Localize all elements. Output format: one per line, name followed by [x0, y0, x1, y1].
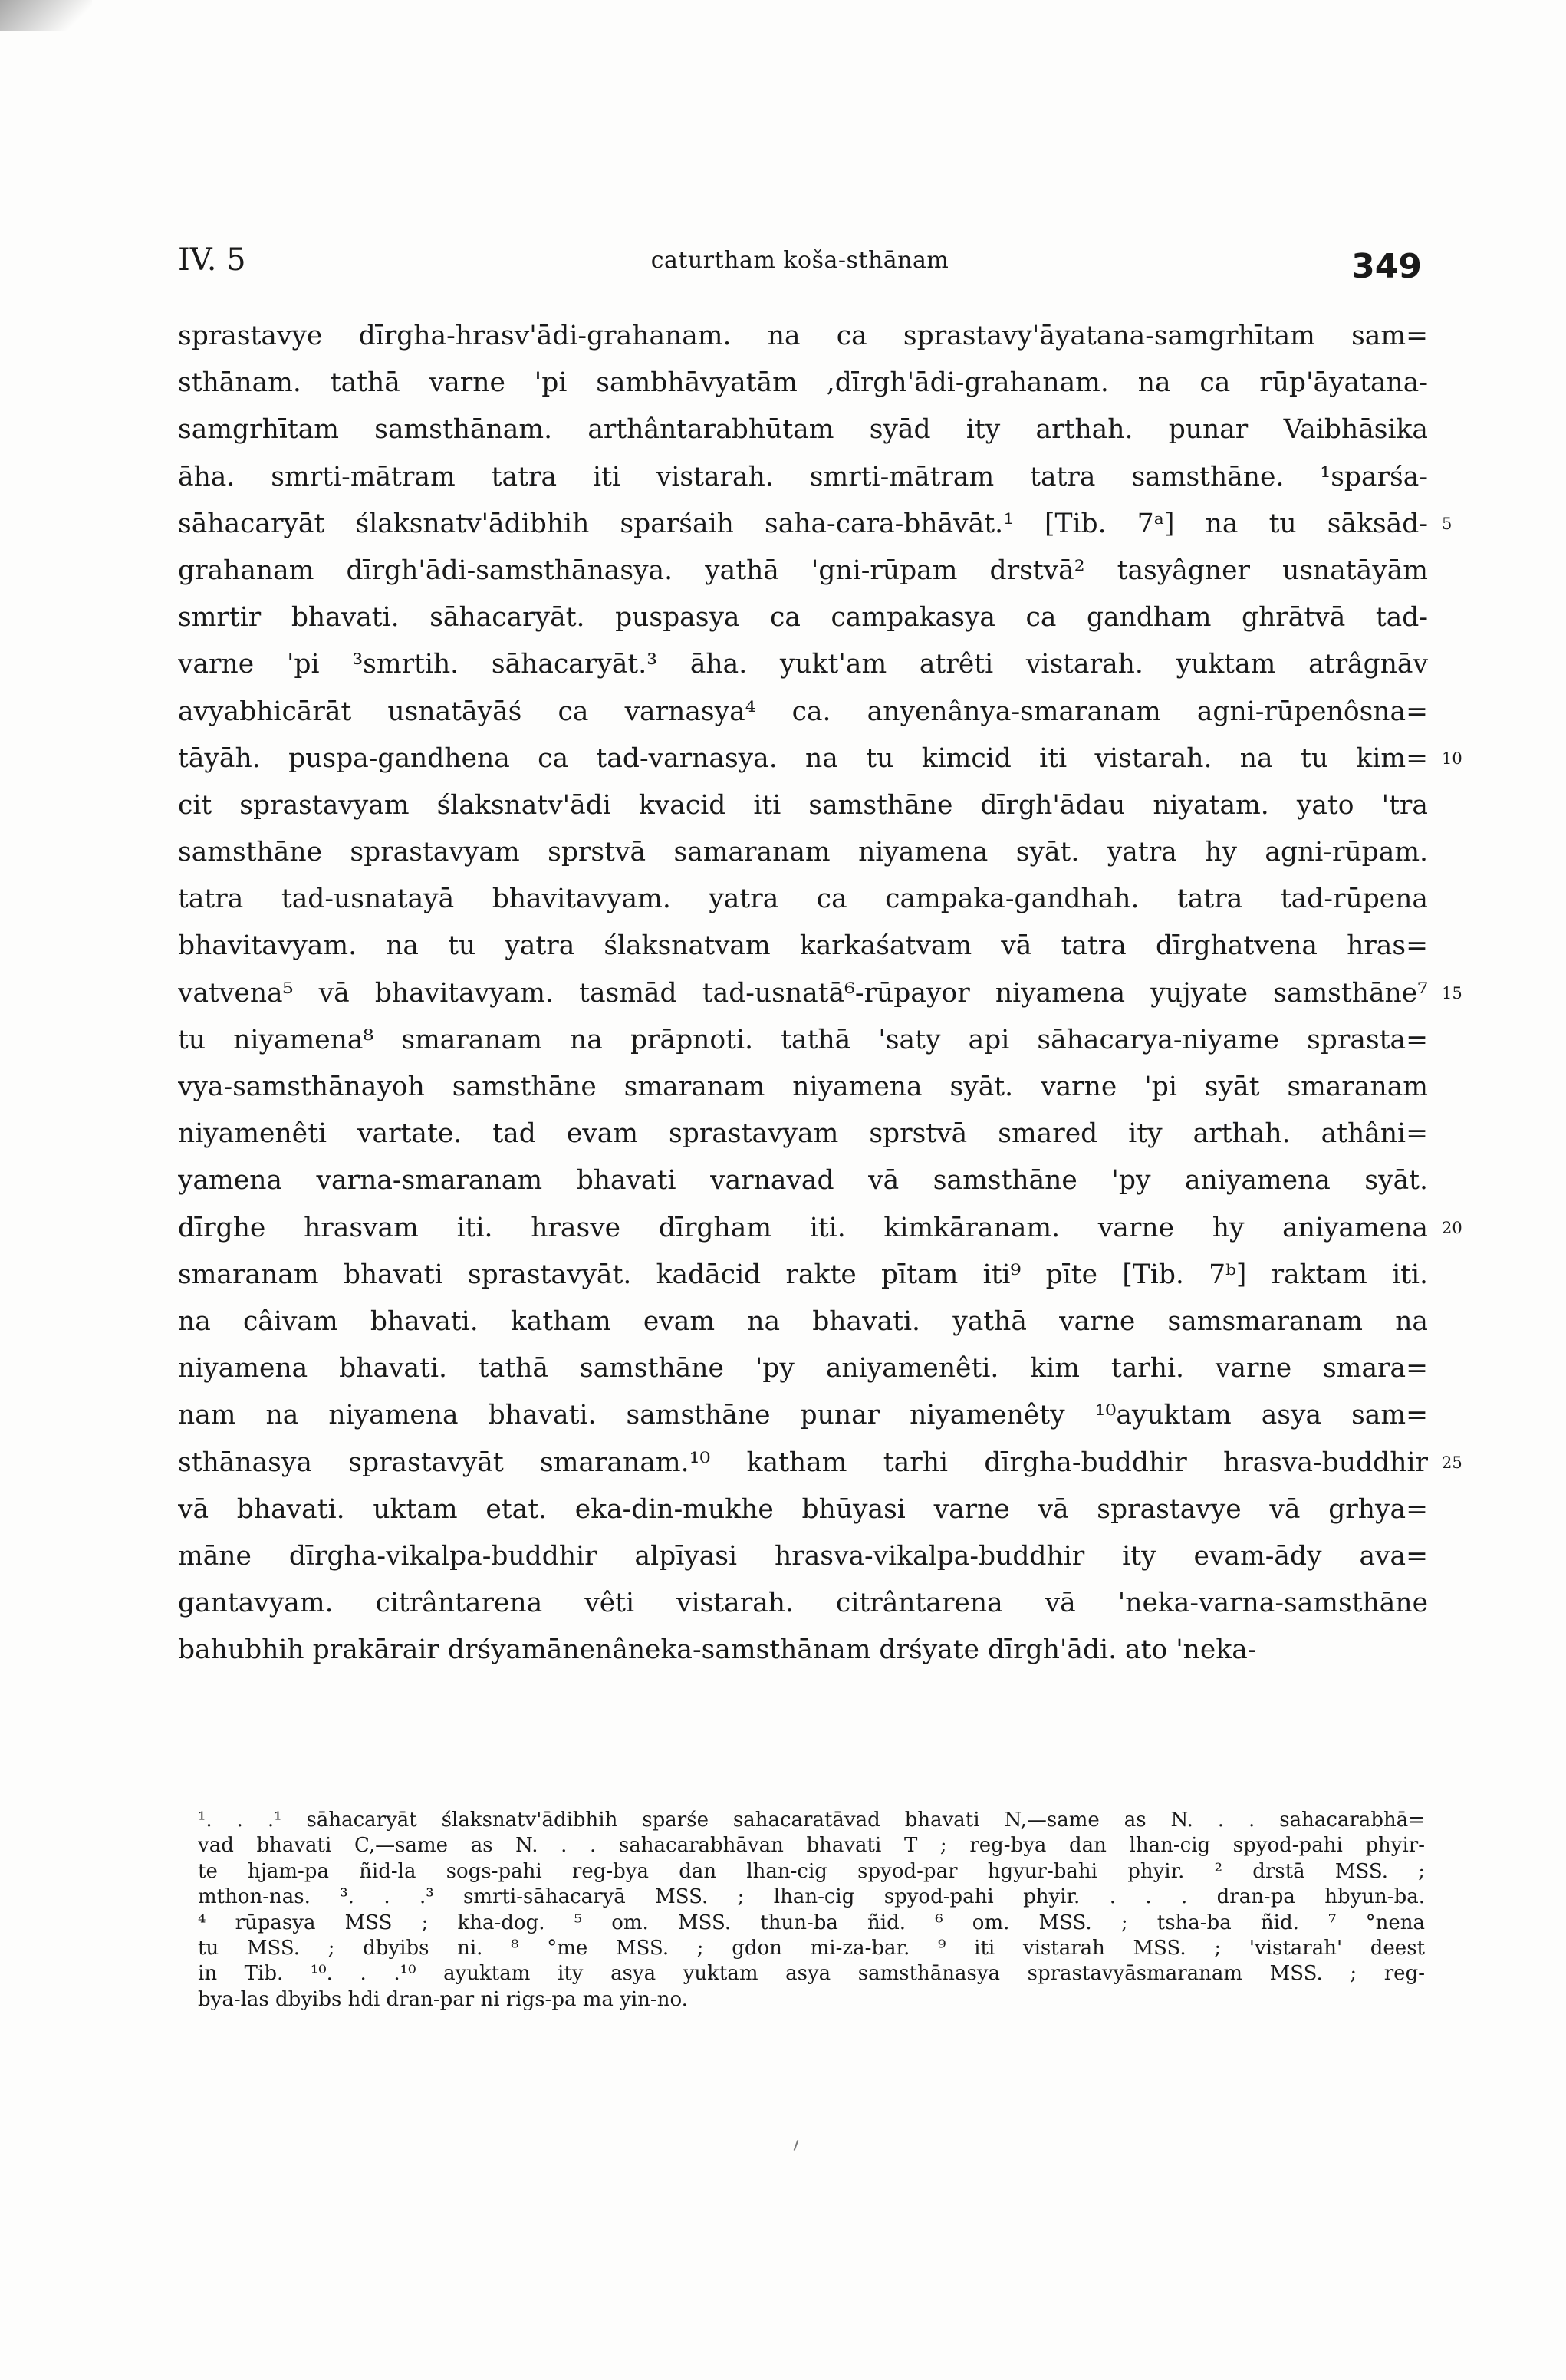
text-line: bhavitavyam. na tu yatra ślaksnatvam karkaśatvam vā tatra dīrghatvena hras=: [178, 930, 1428, 962]
text-line: nam na niyamena bhavati. samsthāne punar niyamenêty ¹⁰ayuktam asya sam=: [178, 1400, 1428, 1431]
margin-line-number: 5: [1442, 514, 1452, 533]
text-line: bahubhih prakārair drśyamānenâneka-samsthānam drśyate dīrgh'ādi. ato 'neka-: [178, 1634, 1257, 1666]
text-line: sāhacaryāt ślaksnatv'ādibhih sparśaih saha-cara-bhāvāt.¹ [Tib. 7ᵃ] na tu sāksād-: [178, 508, 1428, 539]
text-line: sprastavye dīrgha-hrasv'ādi-grahanam. na ca sprastavy'āyatana-samgrhītam sam=: [178, 321, 1428, 351]
text-line: sthānam. tathā varne 'pi sambhāvyatām ,dīrgh'ādi-grahanam. na ca rūp'āyatana-: [178, 367, 1428, 399]
text-line: dīrghe hrasvam iti. hrasve dīrgham iti. kimkāranam. varne hy aniyamena: [178, 1212, 1428, 1243]
text-line: āha. smrti-mātram tatra iti vistarah. smrti-mātram tatra samsthāne. ¹sparśa-: [178, 461, 1428, 492]
text-line: gantavyam. citrântarena vêti vistarah. citrântarena vā 'neka-varna-samsthāne: [178, 1588, 1428, 1619]
text-line: varne 'pi ³smrtih. sāhacaryāt.³ āha. yukt'am atrêti vistarah. yuktam atrâgnāv: [178, 649, 1428, 680]
text-line: niyamenêti vartate. tad evam sprastavyam sprstvā smared ity arthah. athâni=: [178, 1118, 1428, 1150]
text-line: māne dīrgha-vikalpa-buddhir alpīyasi hrasva-vikalpa-buddhir ity evam-ādy ava=: [178, 1540, 1428, 1572]
footnote-line: ⁴ rūpasya MSS ; kha-dog. ⁵ om. MSS. thun-ba ñid. ⁶ om. MSS. ; tsha-ba ñid. ⁷ °nena: [198, 1911, 1425, 1934]
footnote-line: vad bhavati C,—same as N. . . sahacarabhāvan bhavati T ; reg-bya dan lhan-cig spyod-pahi phyir-: [198, 1834, 1425, 1858]
margin-line-number: 20: [1442, 1218, 1462, 1237]
footnote-line: tu MSS. ; dbyibs ni. ⁸ °me MSS. ; gdon mi-za-bar. ⁹ iti vistarah MSS. ; 'vistarah' deest: [198, 1936, 1425, 1960]
running-title: caturtham koša-sthānam: [650, 247, 949, 274]
footnote-line: te hjam-pa ñid-la sogs-pahi reg-bya dan lhan-cig spyod-par hgyur-bahi phyir. ² drstā MSS. ;: [198, 1859, 1425, 1883]
text-line: tatra tad-usnatayā bhavitavyam. yatra ca campaka-gandhah. tatra tad-rūpena: [178, 884, 1428, 915]
text-line: vā bhavati. uktam etat. eka-din-mukhe bhūyasi varne vā sprastavye vā grhya=: [178, 1493, 1428, 1525]
text-line: na câivam bhavati. katham evam na bhavati. yathā varne samsmaranam na: [178, 1305, 1428, 1337]
text-line: samgrhītam samsthānam. arthântarabhūtam syād ity arthah. punar Vaibhāsika: [178, 414, 1428, 446]
page-number: 349: [1351, 247, 1422, 286]
footnotes: [198, 1808, 1425, 2013]
text-line: samsthāne sprastavyam sprstvā samaranam niyamena syāt. yatra hy agni-rūpam.: [178, 837, 1428, 868]
text-line: vatvena⁵ vā bhavitavyam. tasmād tad-usnatā⁶-rūpayor niyamena yujyate samsthāne⁷: [178, 977, 1428, 1009]
scan-speck: [794, 2140, 799, 2151]
text-line: niyamena bhavati. tathā samsthāne 'py aniyamenêti. kim tarhi. varne smara=: [178, 1353, 1428, 1384]
margin-line-number: 25: [1442, 1453, 1462, 1472]
footnote-line: mthon-nas. ³. . .³ smrti-sāhacaryā MSS. ; lhan-cig spyod-pahi phyir. . . . dran-pa hbyun-ba.: [198, 1885, 1425, 1909]
text-line: tāyāh. puspa-gandhena ca tad-varnasya. na tu kimcid iti vistarah. na tu kim=: [178, 742, 1428, 774]
footnote-line: ¹. . .¹ sāhacaryāt ślaksnatv'ādibhih sparśe sahacaratāvad bhavati N,—same as N. . . sahacarabhā=: [198, 1809, 1425, 1832]
text-line: yamena varna-smaranam bhavati varnavad vā samsthāne 'py aniyamena syāt.: [178, 1165, 1428, 1197]
text-line: smaranam bhavati sprastavyāt. kadācid rakte pītam iti⁹ pīte [Tib. 7ᵇ] raktam iti.: [178, 1259, 1428, 1290]
text-line: smrtir bhavati. sāhacaryāt. puspasya ca campakasya ca gandham ghrātvā tad-: [178, 602, 1428, 634]
text-line: avyabhicārāt usnatāyāś ca varnasya⁴ ca. anyenânya-smaranam agni-rūpenôsna=: [178, 696, 1428, 727]
text-line: sthānasya sprastavyāt smaranam.¹⁰ katham tarhi dīrgha-buddhir hrasva-buddhir: [178, 1447, 1428, 1478]
footnote-line: in Tib. ¹⁰. . .¹⁰ ayuktam ity asya yuktam asya samsthānasya sprastavyāsmaranam MSS. ; reg-: [198, 1962, 1425, 1986]
page-header: [178, 242, 1422, 296]
text-line: tu niyamena⁸ smaranam na prāpnoti. tathā 'saty api sāhacarya-niyame sprasta=: [178, 1024, 1428, 1055]
scan-edge-shadow: [0, 0, 92, 31]
text-line: cit sprastavyam ślaksnatv'ādi kvacid iti samsthāne dīrgh'ādau niyatam. yato 'tra: [178, 789, 1428, 821]
footnote-line: bya-las dbyibs hdi dran-par ni rigs-pa ma yin-no.: [198, 1987, 688, 2011]
text-line: vya-samsthānayoh samsthāne smaranam niyamena syāt. varne 'pi syāt smaranam: [178, 1071, 1428, 1102]
section-number: IV. 5: [178, 242, 246, 278]
main-text: [178, 313, 1428, 1674]
text-line: grahanam dīrgh'ādi-samsthānasya. yathā 'gni-rūpam drstvā² tasyâgner usnatāyām: [178, 555, 1428, 586]
margin-line-number: 10: [1442, 749, 1462, 768]
margin-line-number: 15: [1442, 983, 1462, 1002]
